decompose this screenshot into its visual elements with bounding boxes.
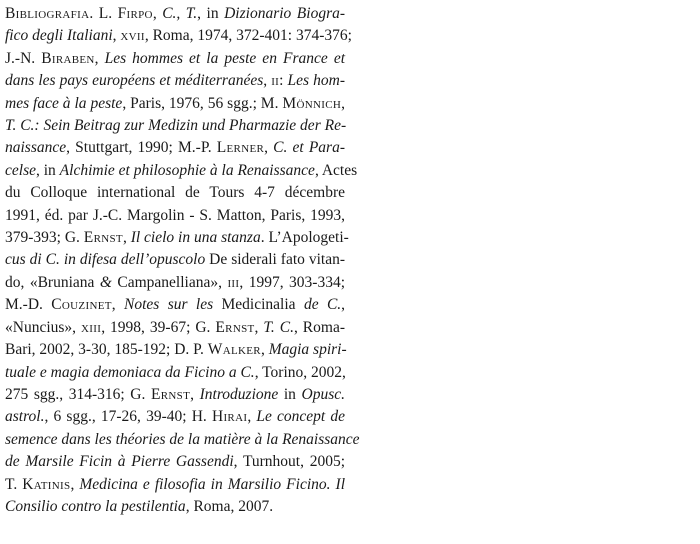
bibliography-segment: Biraben	[41, 49, 95, 67]
bibliography-segment: Couzinet	[51, 296, 112, 314]
bibliography-line	[5, 115, 345, 137]
bibliography-line	[5, 294, 345, 316]
bibliography-segment: tuale e magia demoniaca da Ficino a C.	[5, 363, 255, 381]
bibliography-line	[5, 384, 345, 406]
bibliography-segment: ,	[190, 385, 200, 403]
bibliography-segment: T. C.	[263, 318, 294, 336]
bibliography-segment: Ernst	[215, 318, 255, 336]
bibliography-segment: 1991, éd. par J.-C. Margolin - S. Matton, Paris, 1993,	[5, 206, 345, 224]
bibliography-segment: T. C.: Sein Beitrag zur Medizin und Pharmazie der Re-	[5, 117, 347, 135]
bibliography-segment: ,	[264, 139, 274, 157]
bibliography-segment: in	[278, 385, 302, 403]
bibliography-segment: , 1998, 39-67; G.	[101, 318, 216, 336]
bibliography-segment: cus di C. in difesa dell’opuscolo	[5, 251, 206, 269]
bibliography-segment: 379-393; G.	[5, 229, 84, 247]
bibliography-segment: Le concept de	[256, 408, 346, 426]
bibliography-segment: , in	[197, 5, 225, 22]
bibliography-segment: , Roma, 2007.	[185, 497, 274, 515]
bibliography-segment: Bibliografia	[5, 5, 90, 22]
bibliography-segment: ,	[254, 318, 264, 336]
bibliography-segment: C., T.	[162, 5, 198, 22]
bibliography-block	[5, 3, 360, 518]
bibliography-segment: xiii	[81, 318, 102, 336]
bibliography-segment: naissance	[5, 139, 67, 157]
bibliography-segment: 275 sgg., 314-316; G.	[5, 385, 151, 403]
bibliography-line	[5, 249, 345, 271]
bibliography-line	[5, 429, 360, 451]
bibliography-segment: ,	[70, 475, 80, 493]
bibliography-segment: , Torino, 2002,	[254, 363, 346, 381]
bibliography-line	[5, 3, 345, 25]
bibliography-segment: ,	[122, 229, 131, 247]
bibliography-segment: Mönnich	[282, 94, 342, 112]
bibliography-segment: C. et Para-	[273, 139, 345, 157]
bibliography-line	[5, 160, 358, 182]
bibliography-segment: Magia spiri-	[268, 341, 347, 359]
bibliography-paragraph	[5, 3, 360, 518]
bibliography-line	[5, 474, 345, 496]
bibliography-line	[5, 48, 345, 70]
bibliography-segment: Firpo	[117, 5, 153, 22]
bibliography-segment: Alchimie et philosophie à la Renaissance	[59, 161, 315, 179]
bibliography-segment: Campanelliana»,	[111, 273, 228, 291]
bibliography-segment: ,	[260, 341, 269, 359]
bibliography-segment: Medicinalia	[213, 296, 304, 314]
bibliography-segment: Consilio contro la pestilentia	[5, 497, 186, 515]
bibliography-segment: Bari, 2002, 3-30, 185-192; D. P.	[5, 341, 208, 359]
bibliography-segment: ,	[112, 27, 121, 45]
bibliography-line	[5, 406, 345, 428]
bibliography-segment: M.-D.	[5, 296, 52, 314]
bibliography-segment: Lerner	[216, 139, 265, 157]
bibliography-segment: Ernst	[150, 385, 191, 403]
bibliography-segment: , Paris, 1976, 56 sgg.; M.	[122, 94, 283, 112]
bibliography-segment: semence dans les théories de la matière à la Renaissance	[5, 430, 360, 448]
bibliography-segment: «Nuncius»,	[5, 318, 82, 336]
bibliography-line	[5, 137, 345, 159]
bibliography-line	[5, 227, 349, 249]
bibliography-line	[5, 182, 345, 204]
bibliography-segment: dans les pays européens et méditerranées	[5, 72, 264, 90]
bibliography-segment: Il cielo in una stanza	[130, 229, 261, 247]
bibliography-segment: Walker	[207, 341, 261, 359]
bibliography-segment: , 6 sgg., 17-26, 39-40; H.	[44, 408, 212, 426]
bibliography-segment: J.-N.	[5, 49, 42, 67]
bibliography-segment: celse	[5, 161, 36, 179]
bibliography-segment: ,	[263, 72, 272, 90]
bibliography-line	[5, 93, 345, 115]
bibliography-segment: Notes sur les	[124, 296, 214, 314]
bibliography-segment: , 1997, 303-334;	[239, 273, 345, 291]
bibliography-segment: Dizionario Biogra-	[224, 5, 346, 22]
bibliography-segment: T.	[5, 475, 23, 493]
bibliography-line	[5, 205, 345, 227]
bibliography-segment: ,	[152, 5, 163, 22]
bibliography-segment: ii	[271, 72, 280, 90]
bibliography-segment: Les hommes et la peste en France et	[104, 49, 346, 67]
bibliography-segment: Medicina e filosofia in Marsilio Ficino. Il	[79, 475, 346, 493]
bibliography-segment: astrol.	[5, 408, 45, 426]
bibliography-segment: . L’Apologeti-	[260, 229, 349, 247]
bibliography-segment: , Turnhout, 2005;	[233, 453, 346, 471]
bibliography-segment: De siderali fato vitan-	[205, 251, 345, 269]
bibliography-segment: , Actes	[314, 161, 358, 179]
bibliography-segment: fico degli Italiani	[5, 27, 113, 45]
bibliography-segment: de Marsile Ficin à Pierre Gassendi	[5, 453, 234, 471]
bibliography-segment: , Roma, 1974, 372-401: 374-376;	[144, 27, 352, 45]
bibliography-segment: Hirai	[211, 408, 248, 426]
bibliography-line	[5, 362, 345, 384]
bibliography-line	[5, 317, 345, 339]
bibliography-segment: iii	[227, 273, 240, 291]
bibliography-segment: ,	[94, 49, 105, 67]
bibliography-segment: xvii	[120, 27, 145, 45]
bibliography-segment: &	[99, 273, 112, 291]
bibliography-segment: ,	[341, 94, 346, 112]
bibliography-line	[5, 451, 345, 473]
bibliography-line	[5, 496, 345, 518]
bibliography-segment: Ernst	[83, 229, 123, 247]
bibliography-segment: mes face à la peste	[5, 94, 123, 112]
bibliography-segment: ,	[247, 408, 257, 426]
bibliography-segment: du Colloque international de Tours 4-7 décembre	[5, 184, 345, 202]
bibliography-segment: Opusc.	[301, 385, 346, 403]
bibliography-segment: ,	[341, 296, 346, 314]
bibliography-segment: . L.	[89, 5, 118, 22]
bibliography-segment: Katinis	[22, 475, 71, 493]
bibliography-line	[5, 70, 345, 92]
bibliography-segment: :	[279, 72, 288, 90]
bibliography-segment: ,	[111, 296, 125, 314]
bibliography-segment: de C.	[303, 296, 342, 314]
bibliography-segment: , Roma-	[293, 318, 345, 336]
bibliography-segment: do, «Bruniana	[5, 273, 100, 291]
bibliography-segment: , in	[35, 161, 60, 179]
bibliography-line	[5, 272, 345, 294]
bibliography-segment: Introduzione	[199, 385, 279, 403]
bibliography-segment: , Stuttgart, 1990; M.-P.	[66, 139, 217, 157]
bibliography-line	[5, 25, 352, 47]
bibliography-segment: Les hom-	[287, 72, 346, 90]
bibliography-line	[5, 339, 345, 361]
